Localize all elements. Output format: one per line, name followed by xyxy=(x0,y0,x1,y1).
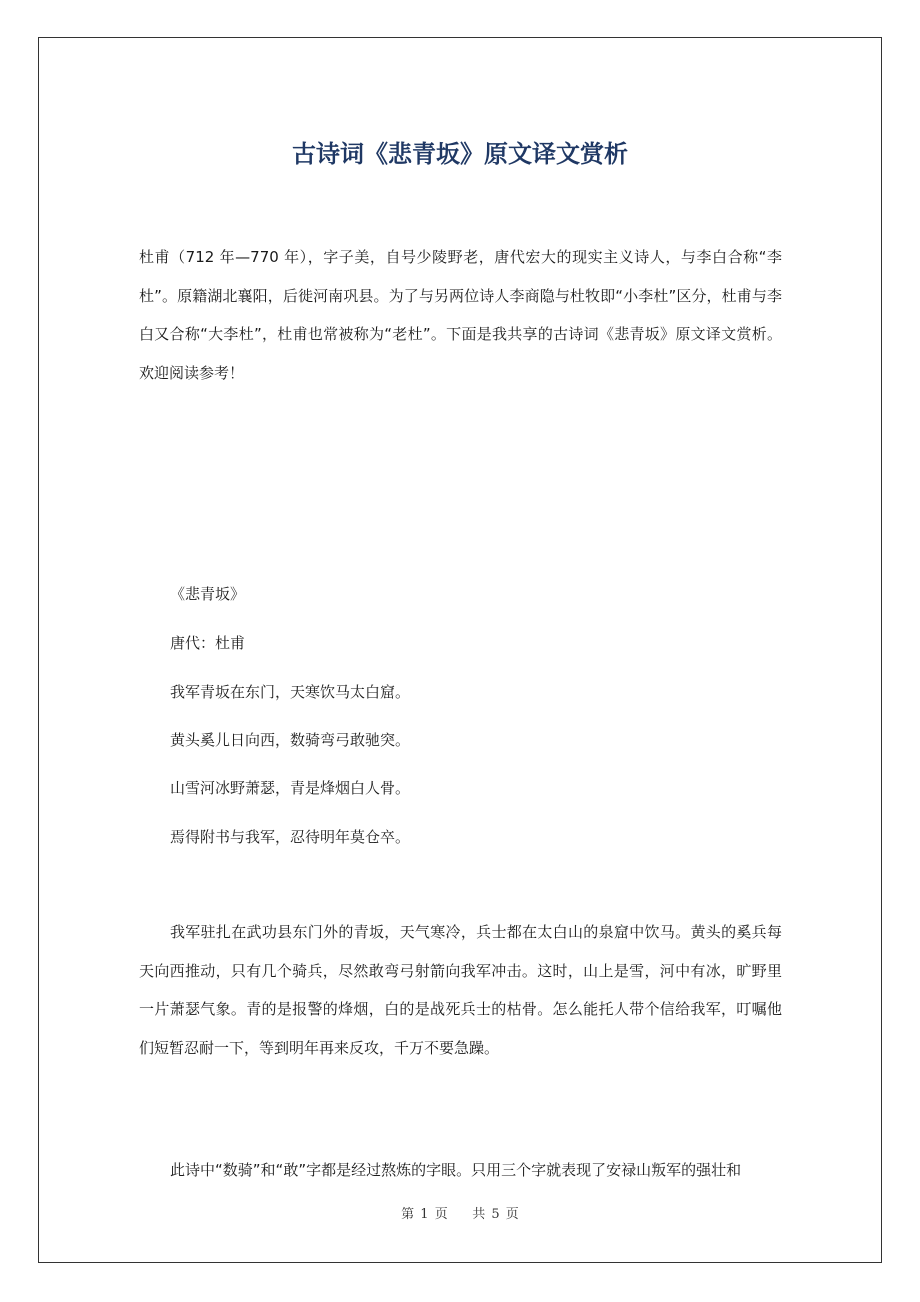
intro-paragraph: 杜甫（712 年—770 年），字子美，自号少陵野老，唐代宏大的现实主义诗人，与李白合称“李杜”。原籍湖北襄阳，后徙河南巩县。为了与另两位诗人李商隐与杜牧即“小李杜”区分，杜甫与李白又合称“大李杜”，杜甫也常被称为“老杜”。下面是我共享的古诗词《悲青坂》原文译文赏析。欢迎阅读参考！ xyxy=(139,248,782,382)
poem-line: 我军青坂在东门，天寒饮马太白窟。 xyxy=(170,683,411,701)
page-footer xyxy=(0,1204,920,1226)
poem-line: 山雪河冰野萧瑟，青是烽烟白人骨。 xyxy=(170,779,411,797)
page-number: 第 1 页 xyxy=(401,1207,448,1222)
poem-line: 焉得附书与我军，忍待明年莫仓卒。 xyxy=(170,828,411,846)
document-title: 古诗词《悲青坂》原文译文赏析 xyxy=(292,140,628,169)
poem-line: 黄头奚儿日向西，数骑弯弓敢驰突。 xyxy=(170,731,411,749)
page-border xyxy=(38,37,882,1263)
translation-paragraph: 我军驻扎在武功县东门外的青坂，天气寒冷，兵士都在太白山的泉窟中饮马。黄头的奚兵每天向西推动，只有几个骑兵，尽然敢弯弓射箭向我军冲击。这时，山上是雪，河中有冰，旷野里一片萧瑟气象。青的是报警的烽烟，白的是战死兵士的枯骨。怎么能托人带个信给我军，叮嘱他们短暂忍耐一下，等到明年再来反攻，千万不要急躁。 xyxy=(139,923,782,1057)
poem-author: 唐代：杜甫 xyxy=(170,634,246,652)
page-total: 共 5 页 xyxy=(472,1207,519,1222)
analysis-paragraph: 此诗中“数骑”和“敢”字都是经过熬炼的字眼。只用三个字就表现了安禄山叛军的强壮和 xyxy=(170,1161,742,1179)
poem-title: 《悲青坂》 xyxy=(170,585,246,603)
